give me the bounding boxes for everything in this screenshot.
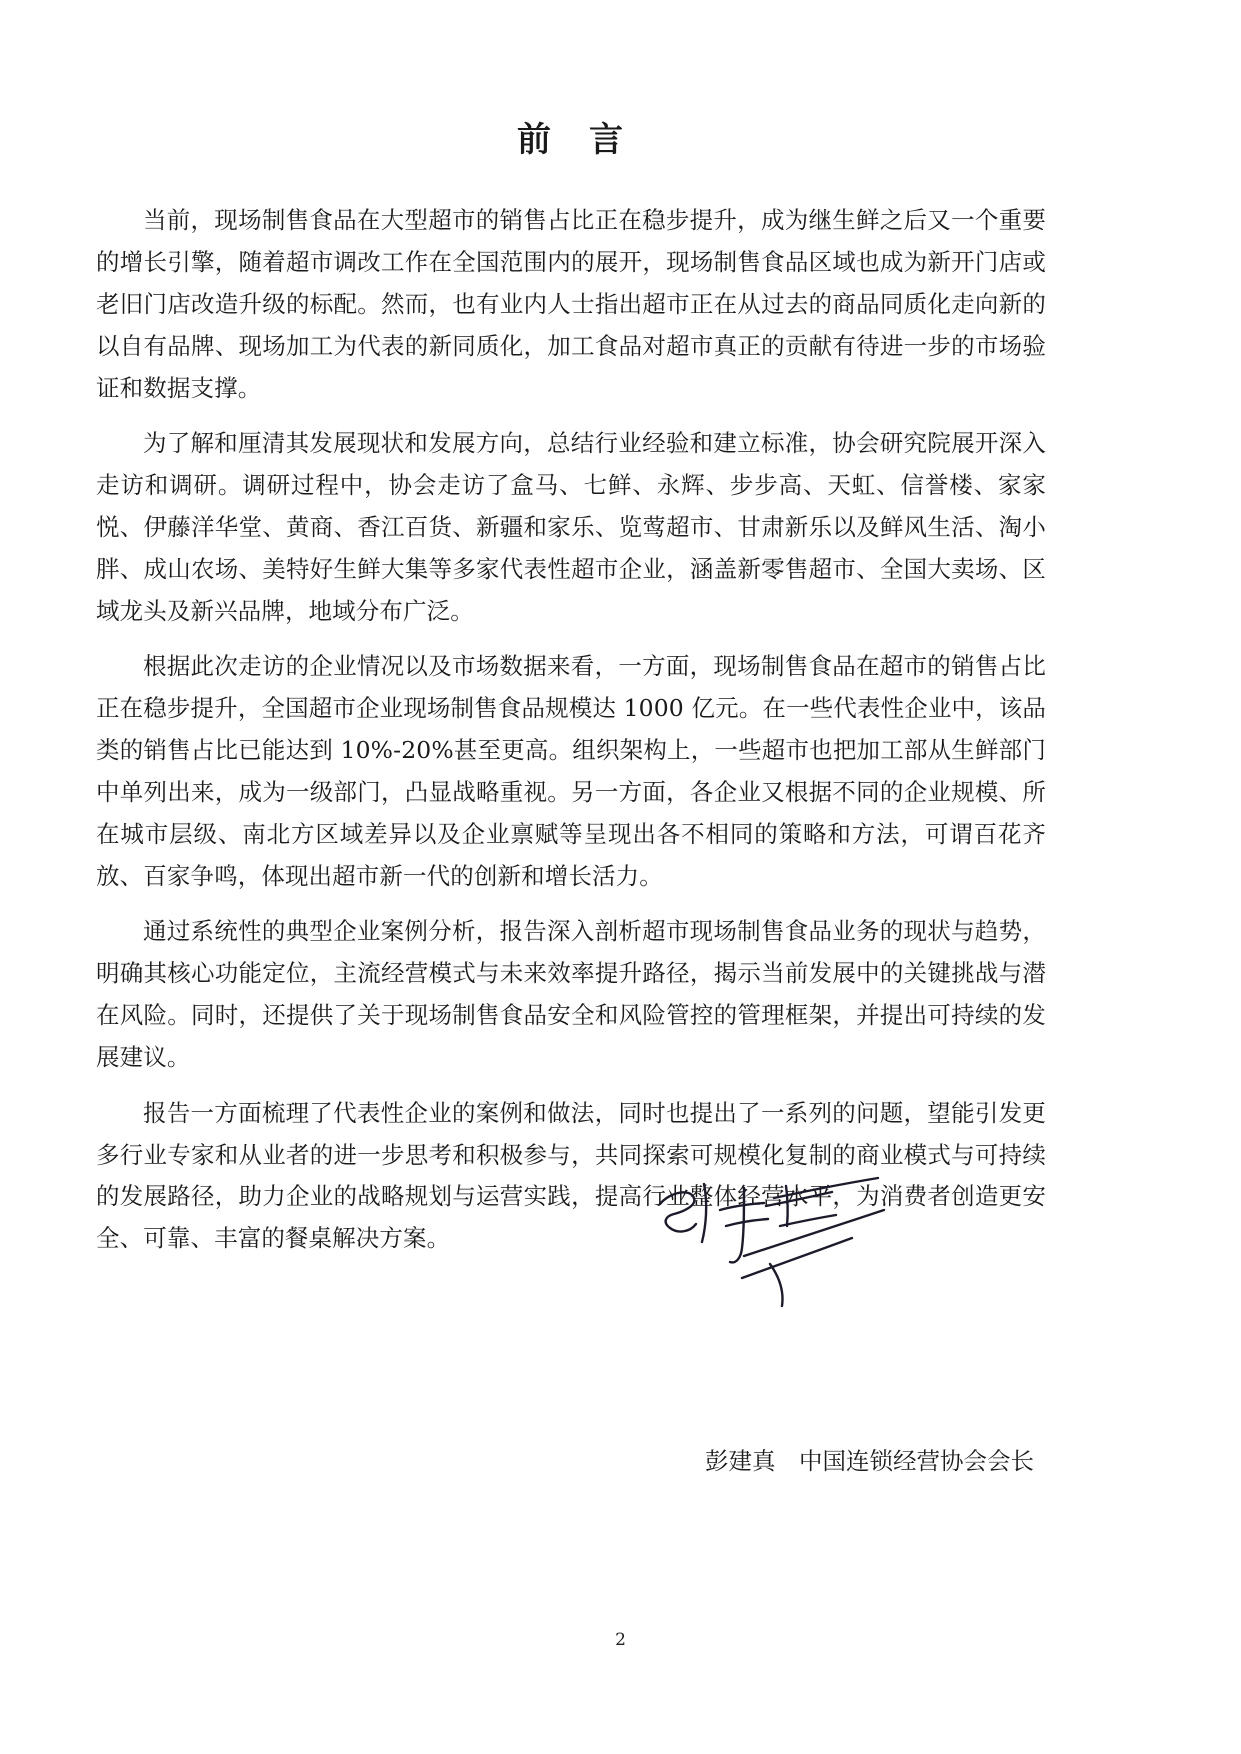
paragraph-5: 报告一方面梳理了代表性企业的案例和做法，同时也提出了一系列的问题，望能引发更多行业专家和从业者的进一步思考和积极参与，共同探索可规模化复制的商业模式与可持续的发展路径，助力企业的战略规划与运营实践，提高行业整体经营水平，为消费者创造更安全、可靠、丰富的餐桌解决方案。: [96, 1098, 1046, 1253]
page-title: 前 言: [516, 120, 626, 160]
page-number: 2: [615, 1630, 626, 1650]
handwritten-signature-icon: [646, 1170, 906, 1320]
paragraph-3: 根据此次走访的企业情况以及市场数据来看，一方面，现场制售食品在超市的销售占比正在稳步提升，全国超市企业现场制售食品规模达 1000 亿元。在一些代表性企业中，该品类的销售占比已能达到 10%-20%甚至更高。组织架构上，一些超市也把加工部从生鲜部门中单列出来，成为一级部门，凸显战略重视。另一方面，各企业又根据不同的企业规模、所在城市层级、南北方区域差异以及企业禀赋等呈现出各不相同的策略和方法，可谓百花齐放、百家争鸣，体现出超市新一代的创新和增长活力。: [96, 652, 1046, 890]
signature-block: [96, 1160, 1046, 1420]
document-body: [96, 118, 1046, 1274]
paragraph-1: 当前，现场制售食品在大型超市的销售占比正在稳步提升，成为继生鲜之后又一个重要的增长引擎，随着超市调改工作在全国范围内的展开，现场制售食品区域也成为新开门店或老旧门店改造升级的标配。然而，也有业内人士指出超市正在从过去的商品同质化走向新的以自有品牌、现场加工为代表的新同质化，加工食品对超市真正的贡献有待进一步的市场验证和数据支撑。: [96, 206, 1046, 402]
paragraph-2: 为了解和厘清其发展现状和发展方向，总结行业经验和建立标准，协会研究院展开深入走访和调研。调研过程中，协会走访了盒马、七鲜、永辉、步步高、天虹、信誉楼、家家悦、伊藤洋华堂、黄商、香江百货、新疆和家乐、览莺超市、甘肃新乐以及鲜风生活、淘小胖、成山农场、美特好生鲜大集等多家代表性超市企业，涵盖新零售超市、全国大卖场、区域龙头及新兴品牌，地域分布广泛。: [96, 429, 1046, 625]
paragraph-4: 通过系统性的典型企业案例分析，报告深入剖析超市现场制售食品业务的现状与趋势，明确其核心功能定位，主流经营模式与未来效率提升路径，揭示当前发展中的关键挑战与潜在风险。同时，还提供了关于现场制售食品安全和风险管控的管理框架，并提出可持续的发展建议。: [96, 917, 1046, 1071]
signature-byline: 彭建真 中国连锁经营协会会长: [705, 1447, 1034, 1475]
